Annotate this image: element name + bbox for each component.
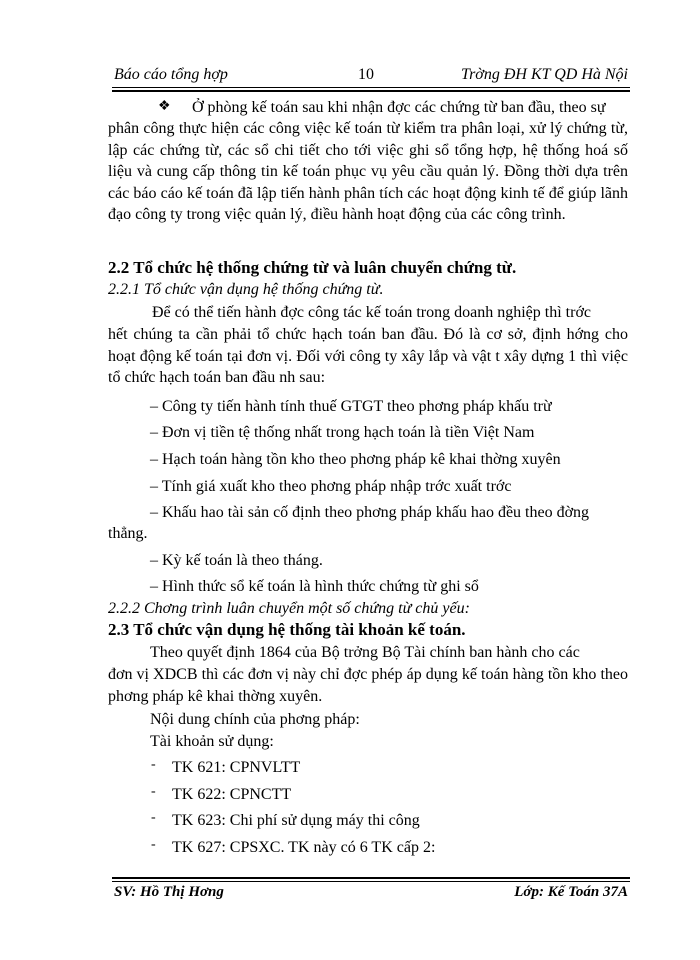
accounts-label: Tài khoản sử dụng: <box>150 733 274 750</box>
account-item: TK 622: CPNCTT <box>172 786 292 803</box>
header-report-title: Báo cáo tổng hợp <box>114 66 228 83</box>
section-2-2-1-paragraph: hết chúng ta cần phải tổ chức hạch toán ban đầu. Đó là cơ sở, định hớng cho hoạt động kế toán tại đơn vị. Đối với công ty xây lắp và vật t xây dựng 1 thì việc tổ chức hạch toán ban đầu nh sau: <box>108 326 628 386</box>
list-item: – Đơn vị tiền tệ thống nhất trong hạch toán là tiền Việt Nam <box>150 424 535 441</box>
dash-bullet-icon: - <box>151 837 156 852</box>
section-2-2-title: 2.2 Tổ chức hệ thống chứng từ và luân chuyển chứng từ. <box>108 258 517 277</box>
section-2-2-2-title: 2.2.2 Chơng trình luân chuyển một số chứng từ chủ yếu: <box>108 600 470 617</box>
dash-bullet-icon: - <box>151 757 156 772</box>
header-rule-thick <box>112 90 630 92</box>
list-item: – Tính giá xuất kho theo phơng pháp nhập trớc xuất trớc <box>150 478 512 495</box>
footer-rule <box>112 881 630 882</box>
list-item-continuation: thẳng. <box>108 525 148 542</box>
intro-paragraph: phân công thực hiện các công việc kế toán từ kiểm tra phân loại, xử lý chứng từ, lập các chứng từ, các sổ chi tiết cho tới việc ghi sổ tổng hợp, hệ thống hoá số liệu và cung cấp thông tin kế toán phục vụ yêu cầu quản lý. Đồng thời dựa trên các báo cáo kế toán đã lập tiến hành phân tích các hoạt động kinh tế để giúp lãnh đạo công ty trong việc quản lý, điều hành hoạt động của các công trình. <box>108 120 628 223</box>
header-rule <box>112 87 630 88</box>
section-2-2-1-title: 2.2.1 Tổ chức vận dụng hệ thống chứng từ. <box>108 281 384 298</box>
account-item: TK 623: Chi phí sử dụng máy thi công <box>172 812 420 829</box>
section-2-3-title: 2.3 Tổ chức vận dụng hệ thống tài khoản kế toán. <box>108 620 466 639</box>
footer-rule-thick <box>112 877 630 879</box>
intro-first-line: Ở phòng kế toán sau khi nhận đợc các chứng từ ban đầu, theo sự <box>192 99 606 116</box>
section-2-3-paragraph: đơn vị XDCB thì các đơn vị này chỉ đợc phép áp dụng kế toán hàng tồn kho theo phơng pháp kê khai thờng xuyên. <box>108 666 628 705</box>
dash-bullet-icon: - <box>151 784 156 799</box>
footer-class: Lớp: Kế Toán 37A <box>514 884 628 900</box>
section-2-2-1-first-line: Để có thể tiến hành đợc công tác kế toán trong doanh nghiệp thì trớc <box>152 304 592 321</box>
dash-bullet-icon: - <box>151 810 156 825</box>
page-footer <box>112 884 630 906</box>
content-label: Nội dung chính của phơng pháp: <box>150 711 360 728</box>
list-item: – Hạch toán hàng tồn kho theo phơng pháp kê khai thờng xuyên <box>150 451 561 468</box>
footer-student-name: SV: Hồ Thị Hơng <box>114 884 224 900</box>
list-item: – Công ty tiến hành tính thuế GTGT theo phơng pháp khấu trừ <box>150 398 552 415</box>
diamond-bullet-icon: ❖ <box>158 99 171 114</box>
page-number: 10 <box>358 66 374 83</box>
account-item: TK 627: CPSXC. TK này có 6 TK cấp 2: <box>172 839 436 856</box>
account-item: TK 621: CPNVLTT <box>172 759 301 776</box>
list-item: – Khấu hao tài sản cố định theo phơng pháp khấu hao đều theo đờng <box>150 504 590 521</box>
section-2-3-first-line: Theo quyết định 1864 của Bộ trởng Bộ Tài chính ban hành cho các <box>150 644 580 661</box>
list-item: – Kỳ kế toán là theo tháng. <box>150 552 323 569</box>
page-header <box>112 64 630 86</box>
list-item: – Hình thức sổ kế toán là hình thức chứng từ ghi sổ <box>150 578 479 595</box>
header-university: Trờng ĐH KT QD Hà Nội <box>461 66 628 83</box>
